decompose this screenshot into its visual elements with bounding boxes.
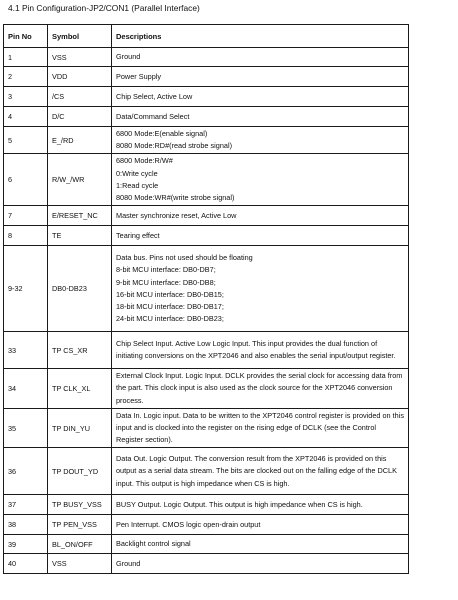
table-row (4, 226, 409, 246)
pin-number-cell: 8 (4, 226, 48, 246)
symbol-cell: TP CLK_XL (48, 369, 112, 409)
description-cell (112, 332, 409, 369)
symbol-cell: TE (48, 226, 112, 246)
symbol-cell: TP DOUT_YD (48, 448, 112, 495)
page-heading: 4.1 Pin Configuration-JP2/CON1 (Parallel Interface) (8, 3, 200, 13)
description-cell (112, 48, 409, 67)
symbol-cell: E_/RD (48, 127, 112, 154)
description-line: 0:Write cycle (116, 168, 158, 178)
symbol-cell: DB0-DB23 (48, 246, 112, 332)
symbol-cell: VDD (48, 67, 112, 87)
description-line: 6800 Mode:R/W# (116, 156, 173, 166)
table-body (4, 48, 409, 574)
symbol-cell: BL_ON/OFF (48, 535, 112, 554)
header-descriptions: Descriptions (112, 25, 409, 48)
pin-number-cell: 6 (4, 154, 48, 206)
table-row (4, 369, 409, 409)
table-row (4, 206, 409, 226)
table-row (4, 246, 409, 332)
table-row (4, 515, 409, 535)
symbol-cell: D/C (48, 107, 112, 127)
table-row (4, 535, 409, 554)
pin-number-cell: 33 (4, 332, 48, 369)
description-cell (112, 554, 409, 574)
description-cell (112, 67, 409, 87)
description-cell (112, 495, 409, 515)
description-cell (112, 246, 409, 332)
description-cell (112, 226, 409, 246)
header-pin-no: Pin No (4, 25, 48, 48)
description-line: Data/Command Select (116, 111, 190, 121)
description-line: 24-bit MCU interface: DB0-DB23; (116, 314, 224, 324)
pin-configuration-table (3, 24, 409, 574)
description-line: 9-bit MCU interface: DB0-DB8; (116, 277, 216, 287)
table-row (4, 554, 409, 574)
description-cell (112, 515, 409, 535)
pin-number-cell: 36 (4, 448, 48, 495)
table-header-row (4, 25, 409, 48)
description-line: Ground (116, 52, 141, 61)
description-cell (112, 369, 409, 409)
pin-number-cell: 38 (4, 515, 48, 535)
table-row (4, 67, 409, 87)
description-cell (112, 408, 409, 448)
pin-number-cell: 1 (4, 48, 48, 67)
table-row (4, 448, 409, 495)
symbol-cell: E/RESET_NC (48, 206, 112, 226)
description-line: Data Out. Logic Output. The conversion result from the XPT2046 is provided on this output as a serial data stream. The bits are clocked out on the falling edge of the DCLK input. This output is high impedance when CS is high. (116, 454, 397, 488)
pin-number-cell: 9-32 (4, 246, 48, 332)
description-line: BUSY Output. Logic Output. This output is high impedance when CS is high. (116, 499, 363, 509)
table-row (4, 127, 409, 154)
table-row (4, 408, 409, 448)
description-line: 18-bit MCU interface: DB0-DB17; (116, 301, 224, 311)
description-line: Chip Select Input. Active Low Logic Input. This input provides the dual function of initiating conversions on the XPT2046 and also enables the serial input/output register. (116, 339, 396, 361)
description-cell (112, 206, 409, 226)
description-line: Data In. Logic input. Data to be written to the XPT2046 control register is provided on this input and is clocked into the register on the rising edge of DCLK (see the Control Register section). (116, 410, 404, 445)
pin-number-cell: 34 (4, 369, 48, 409)
description-cell (112, 535, 409, 554)
symbol-cell: R/W_/WR (48, 154, 112, 206)
description-line: Master synchronize reset, Active Low (116, 210, 237, 220)
description-line: Power Supply (116, 71, 162, 81)
description-cell (112, 87, 409, 107)
table-row (4, 48, 409, 67)
symbol-cell: /CS (48, 87, 112, 107)
description-cell (112, 107, 409, 127)
symbol-cell: TP DIN_YU (48, 408, 112, 448)
pin-number-cell: 5 (4, 127, 48, 154)
description-line: Tearing effect (116, 230, 160, 240)
description-line: 8080 Mode:RD#(read strobe signal) (116, 141, 233, 151)
pin-number-cell: 7 (4, 206, 48, 226)
table-row (4, 87, 409, 107)
description-line: Ground (116, 558, 141, 568)
table-row (4, 332, 409, 369)
description-line: Backlight control signal (116, 539, 191, 549)
table-row (4, 154, 409, 206)
pin-number-cell: 37 (4, 495, 48, 515)
symbol-cell: TP CS_XR (48, 332, 112, 369)
symbol-cell: VSS (48, 554, 112, 574)
description-line: 1:Read cycle (116, 180, 159, 190)
table-row (4, 495, 409, 515)
pin-number-cell: 2 (4, 67, 48, 87)
pin-number-cell: 3 (4, 87, 48, 107)
description-cell (112, 127, 409, 154)
description-line: 6800 Mode:E(enable signal) (116, 129, 208, 138)
description-cell (112, 448, 409, 495)
description-line: Chip Select, Active Low (116, 91, 193, 101)
table-row (4, 107, 409, 127)
pin-number-cell: 40 (4, 554, 48, 574)
pin-number-cell: 35 (4, 408, 48, 448)
header-symbol: Symbol (48, 25, 112, 48)
description-cell (112, 154, 409, 206)
pin-number-cell: 4 (4, 107, 48, 127)
description-line: Data bus. Pins not used should be floating (116, 253, 253, 263)
symbol-cell: TP PEN_VSS (48, 515, 112, 535)
symbol-cell: TP BUSY_VSS (48, 495, 112, 515)
description-line: 8080 Mode:WR#(write strobe signal) (116, 193, 235, 203)
description-line: 16-bit MCU interface: DB0-DB15; (116, 289, 224, 299)
description-line: 8-bit MCU interface: DB0-DB7; (116, 265, 216, 275)
description-line: Pen Interrupt. CMOS logic open-drain output (116, 519, 261, 529)
pin-number-cell: 39 (4, 535, 48, 554)
description-line: External Clock Input. Logic Input. DCLK provides the serial clock for accessing data from the part. This clock input is also used as the clock source for the XPT2046 conversion process. (116, 371, 403, 405)
symbol-cell: VSS (48, 48, 112, 67)
